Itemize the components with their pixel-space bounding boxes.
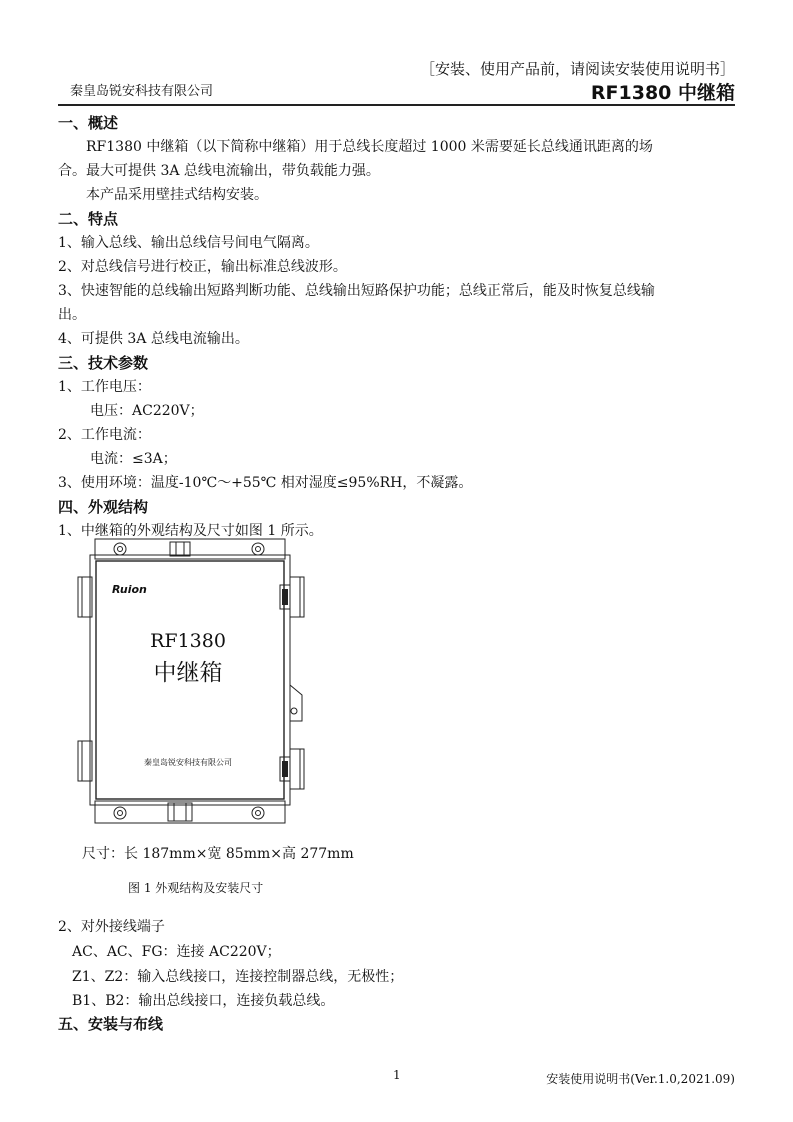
overview-paragraph-1: RF1380 中继箱（以下简称中继箱）用于总线长度超过 1000 米需要延长总线通讯距离的场 <box>86 139 653 155</box>
section-1-heading: 一、概述 <box>58 114 119 132</box>
param-environment: 3、使用环境：温度-10℃～+55℃ 相对湿度≤95%RH，不凝露。 <box>58 475 473 491</box>
terminal-b: B1、B2：输出总线接口，连接负载总线。 <box>72 993 335 1009</box>
appearance-intro: 1、中继箱的外观结构及尺寸如图 1 所示。 <box>58 523 323 539</box>
overview-paragraph-1-cont: 合。最大可提供 3A 总线电流输出，带负载能力强。 <box>58 163 380 179</box>
device-name-label: 中继箱 <box>153 660 223 686</box>
device-model-label: RF1380 <box>150 630 226 652</box>
feature-2: 2、对总线信号进行校正，输出标准总线波形。 <box>58 259 347 275</box>
figure-caption: 图 1 外观结构及安装尺寸 <box>128 881 264 895</box>
header-note: ［安装、使用产品前，请阅读安装使用说明书］ <box>419 60 735 78</box>
param-voltage-value: 电压：AC220V； <box>90 403 204 419</box>
header-divider <box>58 104 735 106</box>
param-voltage-label: 1、工作电压： <box>58 379 151 395</box>
document-title: RF1380 中继箱 <box>590 82 735 104</box>
document-version: 安装使用说明书(Ver.1.0,2021.09) <box>546 1072 735 1086</box>
terminal-ac: AC、AC、FG：连接 AC220V； <box>72 944 281 960</box>
section-5-heading: 五、安装与布线 <box>58 1015 164 1033</box>
feature-3: 3、快速智能的总线输出短路判断功能、总线输出短路保护功能；总线正常后，能及时恢复总线输 <box>58 283 655 299</box>
section-4-heading: 四、外观结构 <box>58 498 149 516</box>
terminal-z: Z1、Z2：输入总线接口，连接控制器总线，无极性； <box>72 969 404 985</box>
device-dimensions: 尺寸：长 187mm×宽 85mm×高 277mm <box>82 846 354 862</box>
page-number: 1 <box>393 1068 401 1082</box>
param-current-value: 电流：≤3A； <box>90 451 177 467</box>
device-company-label: 秦皇岛锐安科技有限公司 <box>144 758 232 767</box>
feature-1: 1、输入总线、输出总线信号间电气隔离。 <box>58 235 319 251</box>
overview-paragraph-2: 本产品采用壁挂式结构安装。 <box>86 187 268 203</box>
company-name: 秦皇岛锐安科技有限公司 <box>70 84 214 99</box>
feature-3-cont: 出。 <box>58 307 86 323</box>
device-brand-logo: Ruion <box>112 583 147 596</box>
param-current-label: 2、工作电流： <box>58 427 151 443</box>
feature-4: 4、可提供 3A 总线电流输出。 <box>58 331 249 347</box>
terminals-heading: 2、对外接线端子 <box>58 919 165 935</box>
section-2-heading: 二、特点 <box>58 210 119 228</box>
section-3-heading: 三、技术参数 <box>58 354 149 372</box>
